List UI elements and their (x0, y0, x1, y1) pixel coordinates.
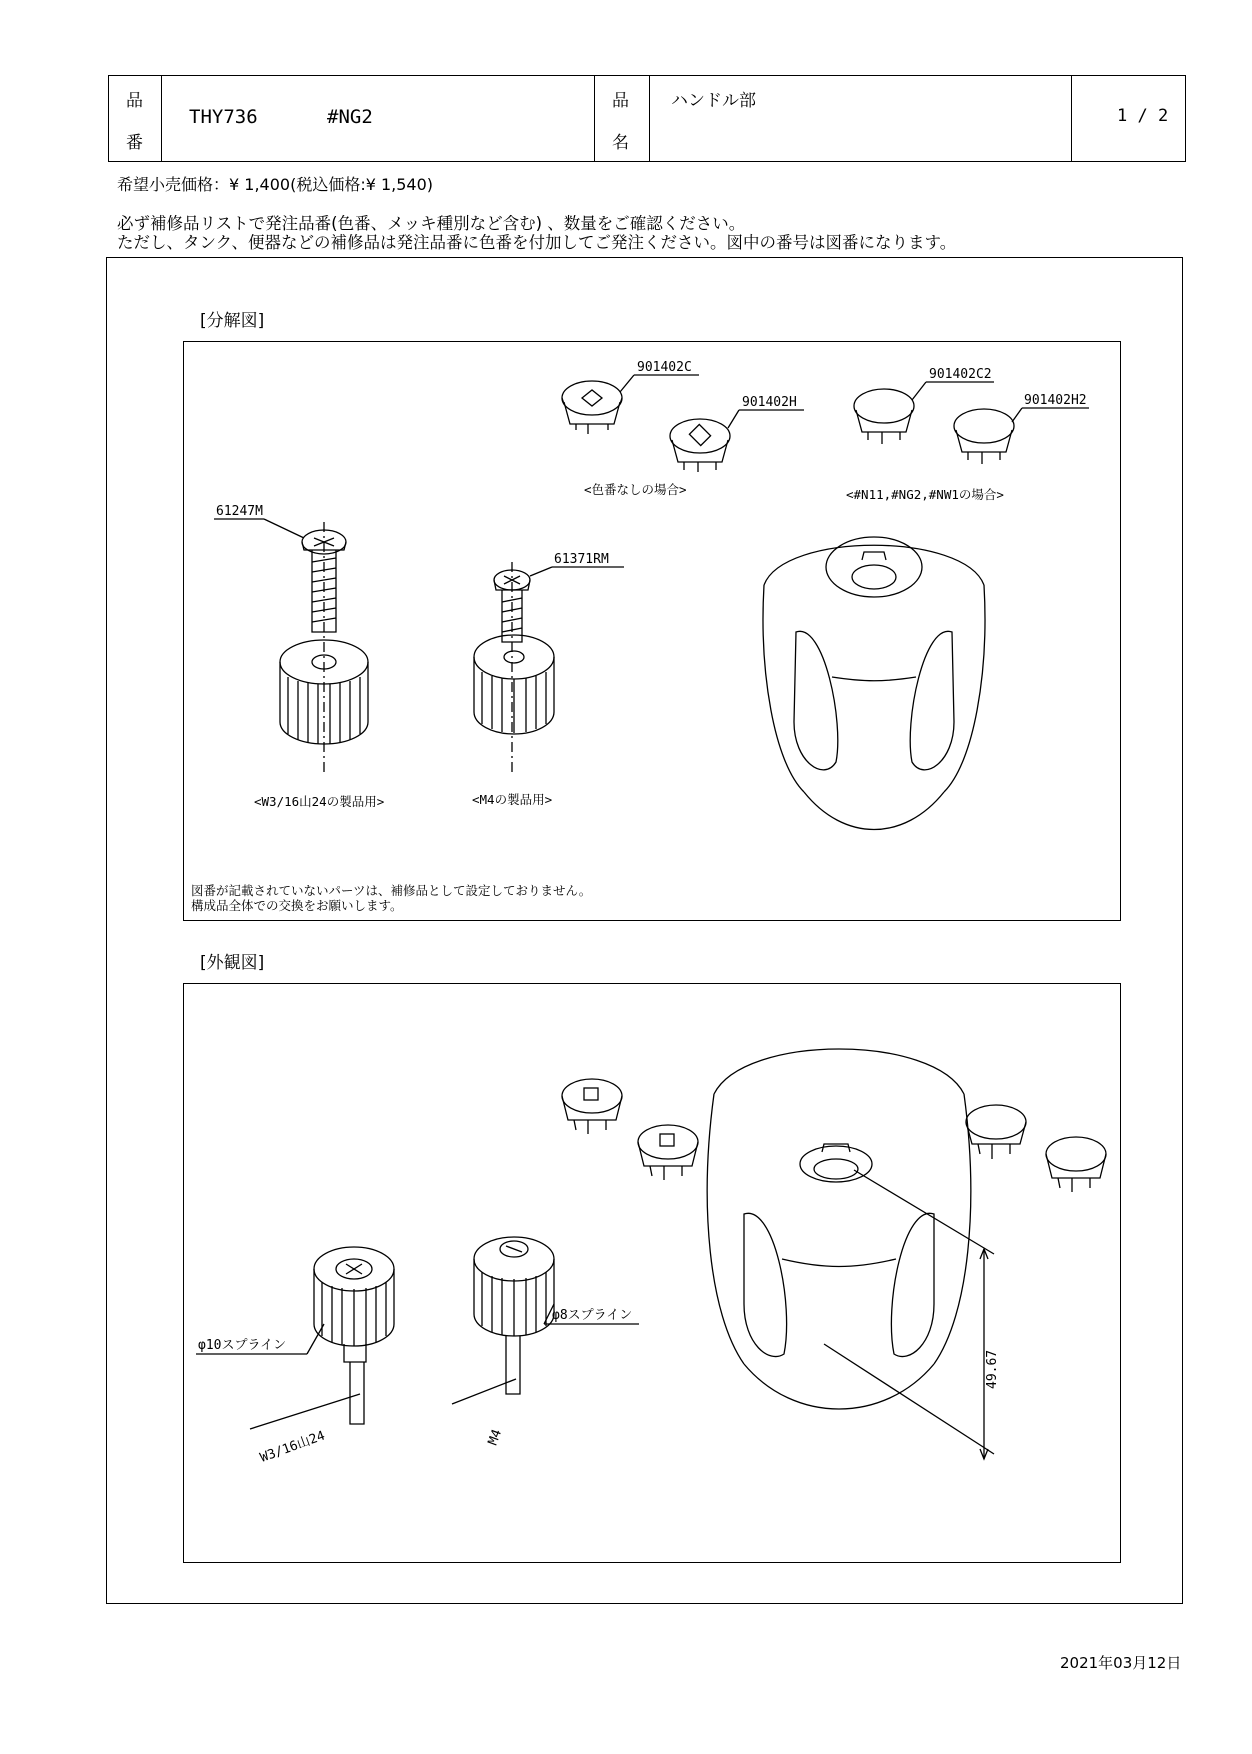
caption-no-color: <色番なしの場合> (584, 482, 687, 497)
exploded-panel (183, 341, 1121, 921)
page-number: 1 / 2 (1117, 106, 1169, 126)
caption-w316: <W3/16山24の製品用> (254, 794, 385, 809)
handle-outline-icon (707, 1049, 971, 1409)
notice-line-1: 必ず補修品リストで発注品番(色番、メッキ種別など含む) 、数量をご確認ください。 (117, 214, 746, 233)
leader-line (912, 382, 926, 400)
note-line-2: 構成品全体での交換をお願いします。 (191, 898, 403, 913)
header-divider (649, 76, 650, 161)
cap-h2-small-icon (1046, 1137, 1106, 1192)
cap-901402c-icon (562, 381, 622, 434)
dimension-line (854, 1170, 994, 1254)
leader-line (620, 375, 634, 392)
hinban-label-top: 品 (126, 91, 143, 111)
header-divider (1071, 76, 1072, 161)
cap-h-small-icon (638, 1125, 698, 1180)
cap-901402h2-icon (954, 409, 1014, 464)
label-thread-w: W3/16山24 (258, 1428, 328, 1466)
cap-901402h-icon (670, 419, 730, 472)
part-901402c: 901402C (637, 360, 692, 375)
product-name: ハンドル部 (671, 91, 756, 111)
note-line-1: 図番が記載されていないパーツは、補修品として設定しておりません。 (191, 883, 592, 898)
appearance-panel (183, 983, 1121, 1563)
exploded-title: [分解図] (200, 311, 265, 331)
exploded-drawing (184, 342, 1122, 922)
product-code: THY736 (189, 106, 258, 128)
leader-line (1012, 408, 1022, 422)
label-spline10: φ10スプライン (198, 1338, 287, 1353)
leader-line (250, 1394, 360, 1429)
leader-line (307, 1324, 324, 1354)
handle-icon (763, 537, 985, 830)
knob-m4-appearance-icon (474, 1237, 554, 1394)
knob-m4-icon (474, 635, 554, 734)
cap-901402c2-icon (854, 389, 914, 444)
part-61371rm: 61371RM (554, 552, 609, 567)
part-901402h2: 901402H2 (1024, 393, 1087, 408)
part-901402c2: 901402C2 (929, 367, 992, 382)
label-thread-m4: M4 (485, 1427, 506, 1448)
knob-w316-appearance-icon (314, 1247, 394, 1424)
cap-c2-small-icon (966, 1105, 1026, 1159)
hinban-label-bottom: 番 (126, 133, 143, 153)
header-divider (594, 76, 595, 161)
part-901402h: 901402H (742, 395, 797, 410)
color-code: #NG2 (327, 106, 373, 128)
notice-line-2: ただし、タンク、便器などの補修品は発注品番に色番を付加してご発注ください。図中の番号は図番になります。 (117, 233, 957, 252)
header-divider (161, 76, 162, 161)
leader-line (728, 410, 739, 428)
leader-line (264, 519, 304, 538)
price-line: 希望小売価格：¥ 1,400(税込価格:¥ 1,540) (117, 175, 434, 194)
caption-with-color: <#N11,#NG2,#NW1の場合> (846, 487, 1004, 502)
label-spline8: φ8スプライン (552, 1308, 633, 1323)
label-dimension: 49.67 (985, 1349, 1000, 1389)
part-61247m: 61247M (216, 504, 263, 519)
header-table (108, 75, 1186, 162)
hinmei-label-bottom: 名 (612, 133, 629, 153)
issue-date: 2021年03月12日 (1060, 1654, 1182, 1672)
caption-m4: <M4の製品用> (472, 792, 553, 807)
hinmei-label-top: 品 (612, 91, 629, 111)
leader-line (530, 567, 552, 576)
cap-c-small-icon (562, 1079, 622, 1134)
dimension-line (824, 1344, 994, 1454)
appearance-title: [外観図] (200, 953, 265, 973)
appearance-drawing (184, 984, 1122, 1564)
